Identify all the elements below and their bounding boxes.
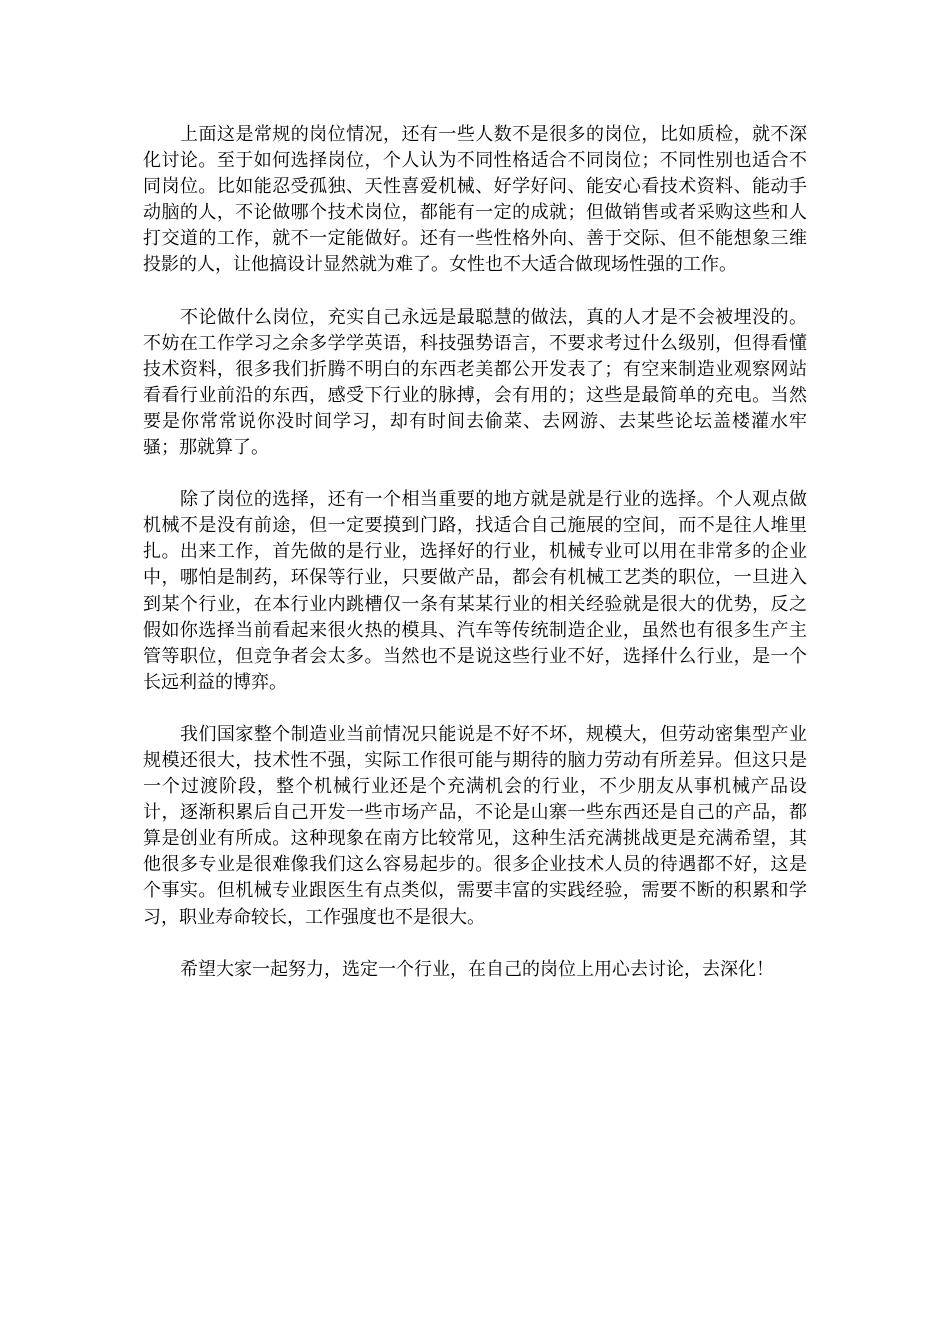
paragraph-1: 上面这是常规的岗位情况，还有一些人数不是很多的岗位，比如质检，就不深化讨论。至于如何选择岗位，个人认为不同性格适合不同岗位；不同性别也适合不同岗位。比如能忍受孤独、天性喜爱机械、好学好问、能安心看技术资料、能动手动脑的人，不论做哪个技术岗位，都能有一定的成就；但做销售或者采购这些和人打交道的工作，就不一定能做好。还有一些性格外向、善于交际、但不能想象三维投影的人，让他搞设计显然就为难了。女性也不大适合做现场性强的工作。 bbox=[143, 124, 807, 276]
paragraph-4: 我们国家整个制造业当前情况只能说是不好不坏，规模大，但劳动密集型产业规模还很大，技术性不强，实际工作很可能与期待的脑力劳动有所差异。但这只是一个过渡阶段，整个机械行业还是个充满机会的行业，不少朋友从事机械产品设计，逐渐积累后自己开发一些市场产品，不论是山寨一些东西还是自己的产品，都算是创业有所成。这种现象在南方比较常见，这种生活充满挑战更是充满希望，其他很多专业是很难像我们这么容易起步的。很多企业技术人员的待遇都不好，这是个事实。但机械专业跟医生有点类似，需要丰富的实践经验，需要不断的积累和学习，职业寿命较长，工作强度也不是很大。 bbox=[143, 723, 807, 928]
document-body bbox=[143, 122, 807, 983]
paragraph-5: 希望大家一起努力，选定一个行业，在自己的岗位上用心去讨论，去深化！ bbox=[180, 958, 774, 980]
paragraph-2: 不论做什么岗位，充实自己永远是最聪慧的做法，真的人才是不会被埋没的。不妨在工作学习之余多学学英语，科技强势语言，不要求考过什么级别，但得看懂技术资料，很多我们折腾不明白的东西老美都公开发表了；有空来制造业观察网站看看行业前沿的东西，感受下行业的脉搏，会有用的；这些是最简单的充电。当然要是你常常说你没时间学习，却有时间去偷菜、去网游、去某些论坛盖楼灌水牢骚；那就算了。 bbox=[143, 306, 807, 459]
paragraph-3: 除了岗位的选择，还有一个相当重要的地方就是就是行业的选择。个人观点做机械不是没有前途，但一定要摸到门路，找适合自己施展的空间，而不是往人堆里扎。出来工作，首先做的是行业，选择好的行业，机械专业可以用在非常多的企业中，哪怕是制药，环保等行业，只要做产品，都会有机械工艺类的职位，一旦进入到某个行业，在本行业内跳槽仅一条有某某行业的相关经验就是很大的优势，反之假如你选择当前看起来很火热的模具、汽车等传统制造企业，虽然也有很多生产主管等职位，但竞争者会太多。当然也不是说这些行业不好，选择什么行业，是一个长远利益的博弈。 bbox=[143, 489, 807, 693]
